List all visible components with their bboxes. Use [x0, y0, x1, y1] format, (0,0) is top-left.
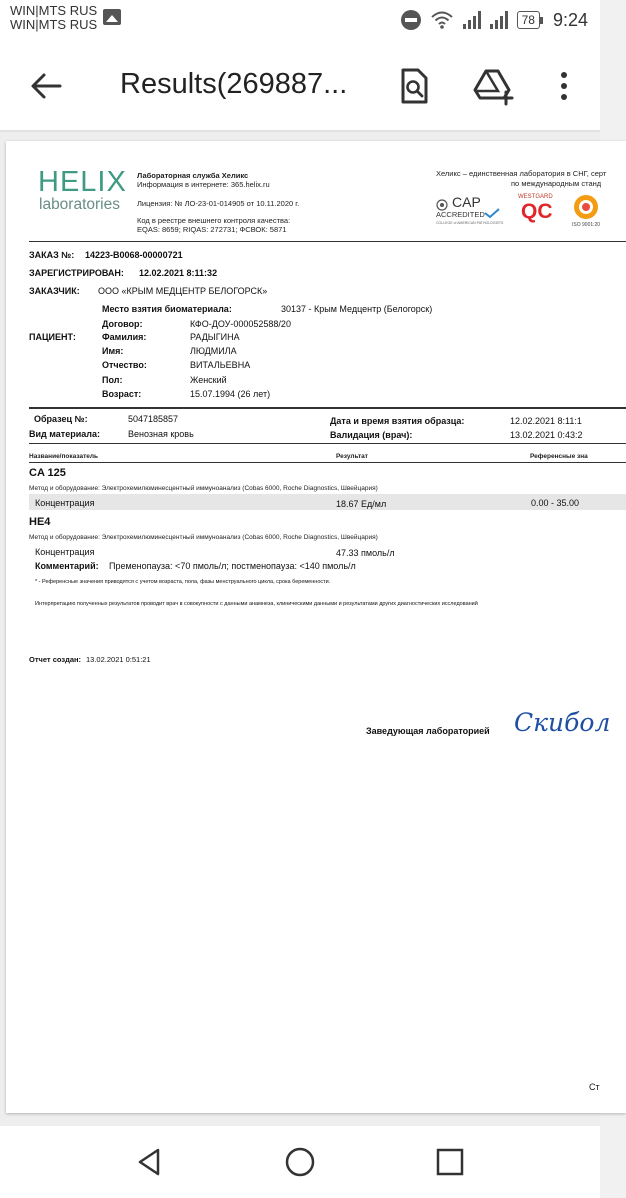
report-value: 13.02.2021 0:51:21 [86, 655, 151, 664]
patient-field-label: Имя: [102, 346, 124, 356]
comment-text: Пременопауза: <70 пмоль/л; постменопауза: <140 пмоль/л [109, 561, 356, 571]
dnd-icon [401, 10, 421, 30]
patient-field-value: 30137 - Крым Медцентр (Белогорск) [281, 304, 433, 314]
patient-divider [29, 407, 626, 409]
add-to-drive-icon[interactable] [470, 64, 514, 108]
cap-accredited: ACCREDITED [436, 210, 485, 219]
tagline-line-2: по международным станд [511, 179, 602, 188]
lab-website: Информация в интернете: 365.helix.ru [137, 180, 270, 189]
back-arrow-icon[interactable] [24, 64, 68, 108]
test-result: 47.33 пмоль/л [336, 548, 395, 558]
comment-label: Комментарий: [35, 561, 99, 571]
patient-field-label: Фамилия: [102, 332, 147, 342]
document-title: Results(269887... [120, 68, 348, 100]
patient-field-value: РАДЫГИНА [190, 332, 240, 342]
signal-icon [463, 11, 481, 29]
test-reference: 0.00 - 35.00 [531, 498, 580, 508]
test-method: Метод и оборудование: Электрохемилюминесцентный иммуноанализ (Cobas 6000, Roche Diagnostics, Швейцария) [29, 534, 378, 541]
patient-field-value: КФО-ДОУ-000052588/20 [190, 319, 291, 329]
footnote: * - Референсные значения приводятся с учетом возраста, пола, фазы менструального цикла, срока беременности. [35, 579, 331, 585]
validation-value: 13.02.2021 0:43:2 [510, 430, 583, 440]
patient-field-value: Женский [190, 375, 227, 385]
patient-field-label: Отчество: [102, 360, 147, 370]
table-header-divider [29, 462, 626, 463]
sample-value: 5047185857 [128, 414, 179, 424]
head-of-lab-label: Заведующая лабораторией [366, 726, 490, 736]
column-header-result: Результат [336, 453, 368, 460]
more-vert-icon[interactable] [542, 64, 586, 108]
registered-label: ЗАРЕГИСТРИРОВАН: [29, 268, 124, 278]
column-header-reference: Референсные зна [530, 453, 588, 460]
collect-label: Дата и время взятия образца: [330, 416, 465, 426]
customer-value: ООО «КРЫМ МЕДЦЕНТР БЕЛОГОРСК» [98, 286, 268, 296]
sample-divider [29, 443, 626, 444]
battery-icon: 78 [517, 11, 540, 29]
lab-name: Лабораторная служба Хеликс [137, 171, 249, 180]
material-label: Вид материала: [29, 429, 100, 439]
carrier-line-1: WIN|MTS RUS [10, 3, 98, 18]
find-in-page-icon[interactable] [392, 64, 436, 108]
helix-logo-sub: laboratories [39, 196, 120, 213]
document-viewport[interactable] [0, 132, 611, 1126]
test-name: CA 125 [29, 467, 66, 479]
page-mark: Ст [589, 1082, 600, 1092]
registry-line-1: Код в реестре внешнего контроля качества: [137, 216, 291, 225]
patient-field-value: ВИТАЛЬЕВНА [190, 360, 251, 370]
collect-value: 12.02.2021 8:11:1 [510, 416, 582, 426]
tagline-line-1: Хеликс – единственная лаборатория в СНГ, серт [436, 169, 607, 178]
sample-label: Образец №: [34, 414, 88, 424]
report-label: Отчет создан: [29, 655, 82, 664]
carrier-info [10, 4, 97, 32]
patient-field-value: ЛЮДМИЛА [190, 346, 237, 356]
registry-line-2: EQAS: 8659; RIQAS: 272731; ФСВОК: 5871 [137, 225, 287, 234]
customer-label: ЗАКАЗЧИК: [29, 286, 80, 296]
patient-field-label: Пол: [102, 375, 123, 385]
status-bar [0, 0, 600, 40]
nav-back-icon[interactable] [130, 1142, 170, 1182]
navigation-bar [0, 1126, 600, 1198]
iso-badge [568, 193, 608, 233]
cap-badge [434, 195, 509, 233]
signature: Скибол [514, 708, 611, 737]
document-page [6, 141, 626, 1113]
test-method: Метод и оборудование: Электрохемилюминесцентный иммуноанализ (Cobas 6000, Roche Diagnostics, Швейцария) [29, 485, 378, 492]
status-time: 9:24 [552, 9, 588, 30]
order-number: 14223-B0068-00000721 [85, 250, 183, 260]
app-bar [0, 40, 600, 132]
header-divider [29, 241, 626, 242]
patient-field-label: Место взятия биоматериала: [102, 304, 232, 314]
checkmark-icon [484, 208, 500, 218]
nav-home-icon[interactable] [280, 1142, 320, 1182]
photo-icon [103, 9, 121, 25]
test-param: Концентрация [35, 498, 95, 508]
registered-value: 12.02.2021 8:11:32 [139, 268, 218, 278]
westgard-label: WESTGARD [518, 194, 553, 200]
westgard-qc-badge [518, 191, 564, 231]
test-name: HE4 [29, 516, 51, 528]
lab-license: Лицензия: № ЛО-23-01-014905 от 10.11.2020 г. [137, 199, 300, 208]
cap-college: COLLEGE of AMERICAN PATHOLOGISTS [436, 221, 504, 225]
interpretation-note: Интерпретацию полученных результатов проводит врач в совокупности с данными анамнеза, клиническими данными и результатами других диагностических исследований [35, 601, 478, 607]
carrier-line-2: WIN|MTS RUS [10, 17, 98, 32]
patient-field-label: Договор: [102, 319, 143, 329]
cap-title: CAP [452, 194, 481, 210]
test-result: 18.67 Ед/мл [336, 499, 387, 509]
patient-field-label: Возраст: [102, 389, 142, 399]
iso-seal-icon [572, 193, 600, 221]
qc-label: QC [521, 200, 553, 223]
validation-label: Валидация (врач): [330, 430, 413, 440]
column-header-name: Название/показатель [29, 453, 99, 460]
patient-label: ПАЦИЕНТ: [29, 332, 76, 342]
patient-field-value: 15.07.1994 (26 лет) [190, 389, 271, 399]
test-param: Концентрация [35, 547, 95, 557]
iso-label: ISO 9001:20 [572, 222, 601, 228]
order-label: ЗАКАЗ №: [29, 250, 75, 260]
signal-icon-2 [490, 11, 508, 29]
helix-logo: HELIX [38, 166, 127, 198]
material-value: Венозная кровь [128, 429, 194, 439]
nav-recents-icon[interactable] [430, 1142, 470, 1182]
wifi-icon [430, 10, 454, 30]
